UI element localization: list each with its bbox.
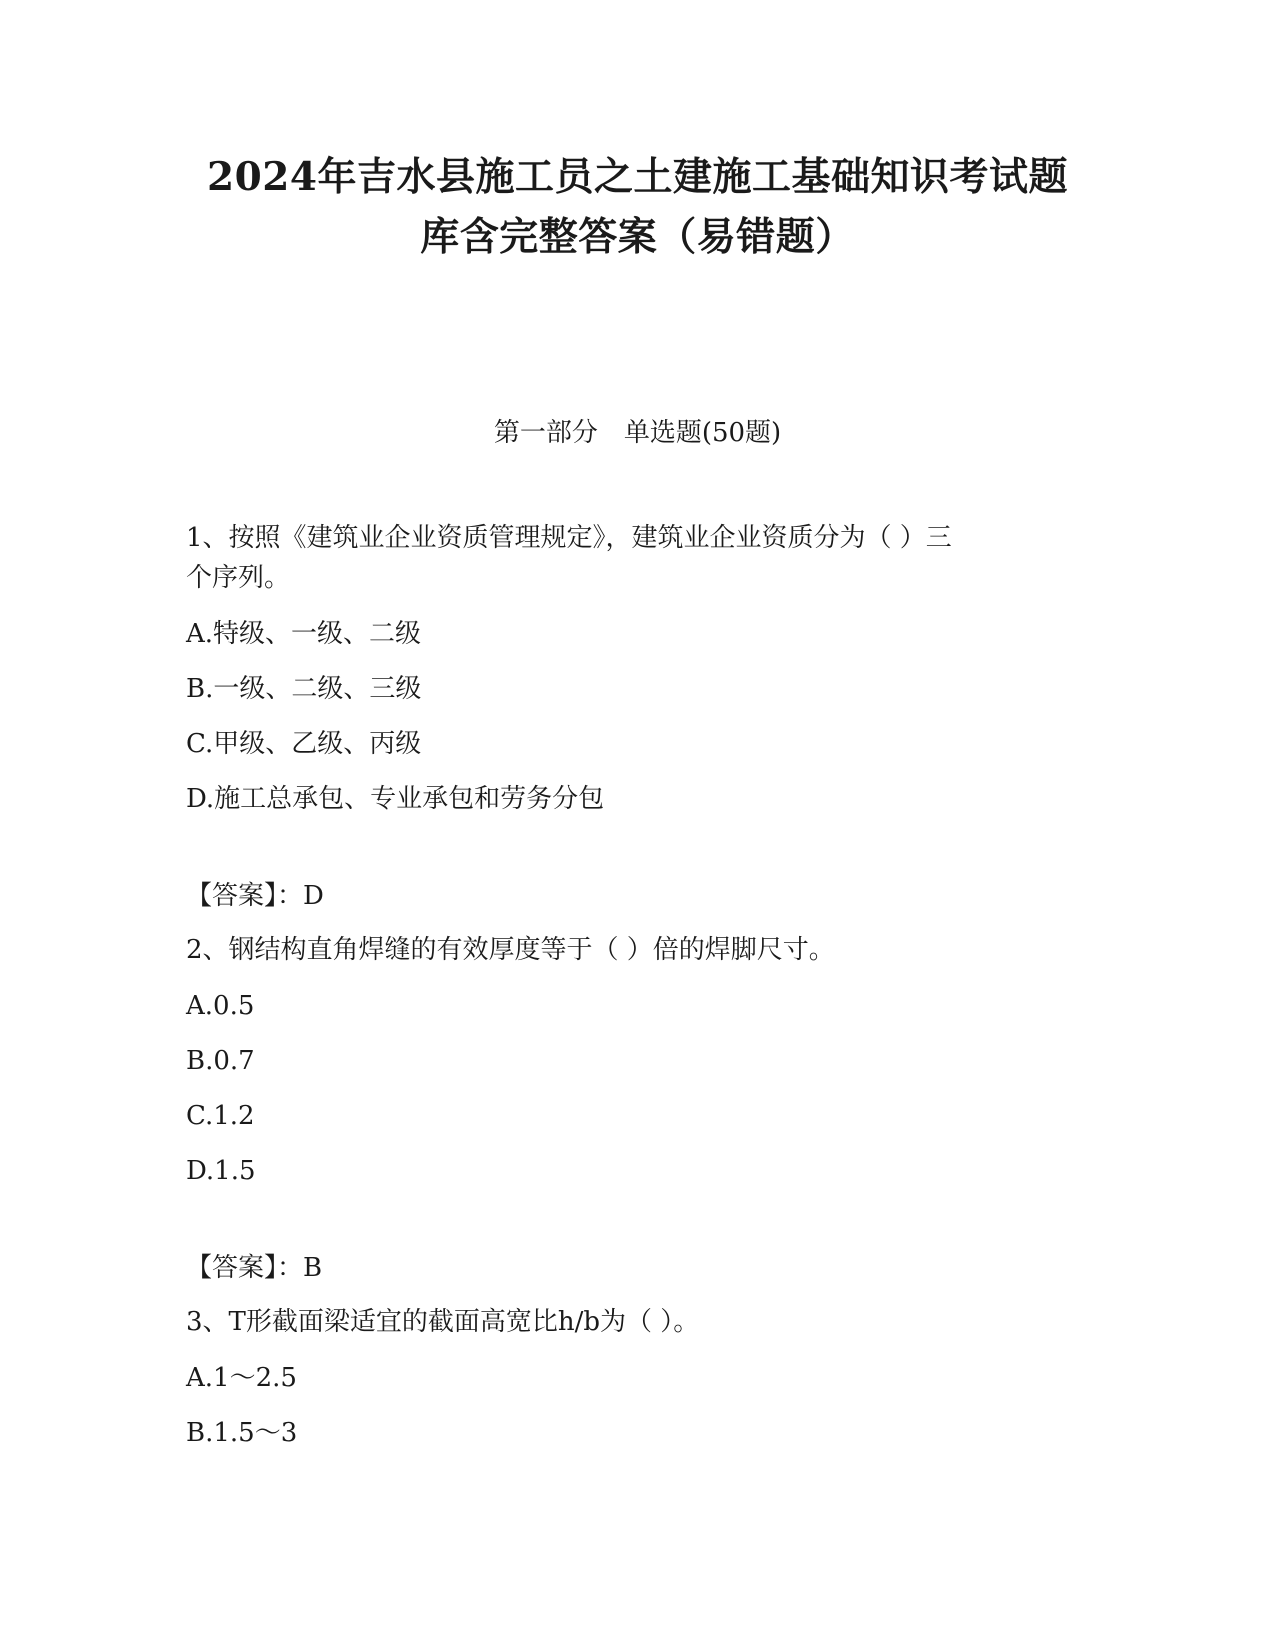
question-1-answer: 【答案】：D — [186, 881, 324, 911]
question-2-option-d: D.1.5 — [186, 1156, 256, 1186]
question-2-option-b: B.0.7 — [186, 1046, 255, 1076]
question-1-option-d: D.施工总承包、专业承包和劳务分包 — [186, 784, 605, 814]
document-title-line-1: 2024年吉水县施工员之土建施工基础知识考试题 — [206, 154, 1069, 200]
question-3-option-b: B.1.5～3 — [186, 1418, 298, 1448]
question-1-stem-line-2: 个序列。 — [186, 563, 291, 593]
question-2-option-c: C.1.2 — [186, 1101, 255, 1131]
question-3-option-a: A.1～2.5 — [186, 1363, 297, 1393]
question-1-option-c: C.甲级、乙级、丙级 — [186, 729, 422, 759]
question-1-stem-line-1: 1、按照《建筑业企业资质管理规定》，建筑业企业资质分为（ ）三 — [186, 523, 952, 553]
question-2-answer: 【答案】：B — [186, 1253, 323, 1283]
question-2-stem: 2、钢结构直角焊缝的有效厚度等于（ ）倍的焊脚尺寸。 — [186, 935, 835, 965]
section-heading: 第一部分 单选题(50题) — [493, 418, 782, 448]
document-title-line-2: 库含完整答案（易错题） — [420, 214, 855, 260]
question-3-stem: 3、T形截面梁适宜的截面高宽比h/b为（ ）。 — [186, 1307, 700, 1337]
question-1-option-b: B.一级、二级、三级 — [186, 674, 422, 704]
question-2-option-a: A.0.5 — [186, 991, 255, 1021]
question-1-option-a: A.特级、一级、二级 — [186, 619, 422, 649]
